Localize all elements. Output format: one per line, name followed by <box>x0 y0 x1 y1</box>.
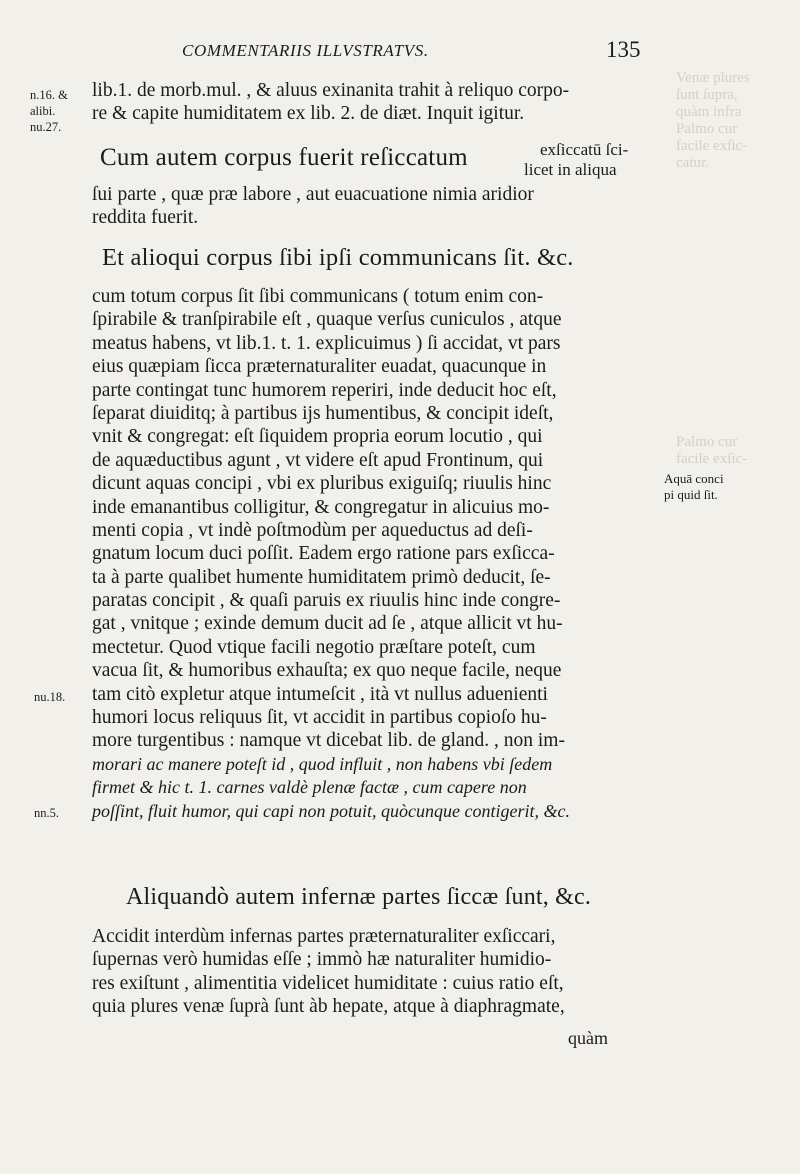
text-line: ſpirabile & tranſpirabile eſt , quaque verſus cuniculos , atque <box>92 309 562 331</box>
margin-note-reference-1c: nu.27. <box>30 120 62 134</box>
running-title: COMMENTARIIS ILLVSTRATVS. <box>182 41 429 60</box>
main-paragraph <box>92 286 652 824</box>
text-line: res exiſtunt , alimentitia videlicet humiditate : cuius ratio eſt, <box>92 972 564 994</box>
text-line: de aquæductibus agunt , vt videre eſt apud Frontinum, qui <box>92 449 544 471</box>
lemma-heading-3: Aliquandò autem infernæ partes ſiccæ ſunt, &c. <box>126 884 592 910</box>
margin-note-reference-1b: alibi. <box>30 104 56 118</box>
text-line: re & capite humiditatem ex lib. 2. de diæt. Inquit igitur. <box>92 103 525 125</box>
text-line: eius quæpiam ſicca præternaturaliter euadat, quacunque in <box>92 356 547 378</box>
bleed-through-right-2: Palmo cur facile exſic- <box>676 434 748 467</box>
text-line: dicunt aquas concipi , vbi ex pluribus exiguiſq; riuulis hinc <box>92 473 552 495</box>
text-line: Accidit interdùm infernas partes præternaturaliter exſiccari, <box>92 926 556 947</box>
text-line: paratas concipit , & quaſi paruis ex riuulis hinc inde congre- <box>92 590 561 612</box>
text-line: ſupernas verò humidas eſſe ; immò hæ naturaliter humidio- <box>92 949 552 971</box>
lemma-1-tail-line2: licet in aliqua <box>524 160 617 179</box>
page-number: 135 <box>606 37 641 62</box>
lines-after-lemma-1 <box>92 184 652 231</box>
text-line: more turgentibus : namque vt dicebat lib. de gland. , non im- <box>92 730 565 752</box>
text-line: quia plures venæ ſuprà ſunt àb hepate, atque à diaphragmate, <box>92 996 565 1018</box>
lemma-heading-1: Cum autem corpus fuerit reſiccatum <box>100 144 468 171</box>
text-line: reddita fuerit. <box>92 207 199 229</box>
text-line: ſui parte , quæ præ labore , aut euacuatione nimia aridior <box>92 184 534 205</box>
text-line: gat , vnitque ; exinde demum ducit ad ſe , atque allicit vt hu- <box>92 613 563 635</box>
bleed-through-right: Venæ plures ſunt ſupra, quàm infra Palmo cur facile exſic- catur. <box>676 70 750 171</box>
final-paragraph <box>92 926 652 1020</box>
lemma-heading-2: Et alioqui corpus ſibi ipſi communicans ſit. &c. <box>102 244 574 271</box>
text-line: meatus habens, vt lib.1. t. 1. explicuimus ) ſi accidat, vt pars <box>92 332 561 354</box>
text-line: gnatum locum duci poſſit. Eadem ergo ratione pars exſicca- <box>92 543 555 565</box>
text-line: vacua ſit, & humoribus exhauſta; ex quo neque facile, neque <box>92 660 562 682</box>
catchword: quàm <box>568 1028 608 1048</box>
margin-note-right-2: pi quid ſit. <box>664 487 718 502</box>
running-head <box>182 38 652 64</box>
text-line: tam citò expletur atque intumeſcit , ità vt nullus aduenienti <box>92 683 548 705</box>
margin-note-reference-3: nn.5. <box>34 806 59 820</box>
text-line: humori locus reliquus ſit, vt accidit in partibus copioſo hu- <box>92 707 547 729</box>
lemma-1-tail-line1: exſiccatū ſci- <box>540 140 629 159</box>
text-line: ſeparat diuiditq; à partibus ijs humentibus, & concipit ideſt, <box>92 402 554 424</box>
italic-quote-line: morari ac manere poteſt id , quod influit , non habens vbi ſedem <box>92 753 553 774</box>
text-line: lib.1. de morb.mul. , & aluus exinanita trahit à reliquo corpo- <box>92 80 570 101</box>
italic-quote-line: poſſint, fluit humor, qui capi non potuit, quòcunque contigerit, &c. <box>92 800 570 821</box>
text-line: parte contingat tunc humorem reperiri, inde deducit hoc eſt, <box>92 379 557 401</box>
text-line: vnit & congregat: eſt ſiquidem propria eorum locutio , qui <box>92 426 543 448</box>
margin-note-right-1: Aquā conci <box>664 471 724 486</box>
text-line: cum totum corpus ſit ſibi communicans ( totum enim con- <box>92 286 544 307</box>
text-line: menti copia , vt indè poſtmodùm per aqueductus ad deſi- <box>92 519 533 541</box>
opening-lines <box>92 80 652 127</box>
italic-quote-line: firmet & hic t. 1. carnes valdè plenæ factæ , cum capere non <box>92 777 527 798</box>
margin-note-reference-2: nu.18. <box>34 690 66 704</box>
text-line: inde emanantibus colligitur, & congregatur in alicuius mo- <box>92 496 550 518</box>
text-line: ta à parte qualibet humente humiditatem primò deducit, ſe- <box>92 566 551 588</box>
text-line: mectetur. Quod vtique facili negotio præſtare poteſt, cum <box>92 636 536 658</box>
margin-note-reference-1: n.16. & <box>30 88 68 102</box>
